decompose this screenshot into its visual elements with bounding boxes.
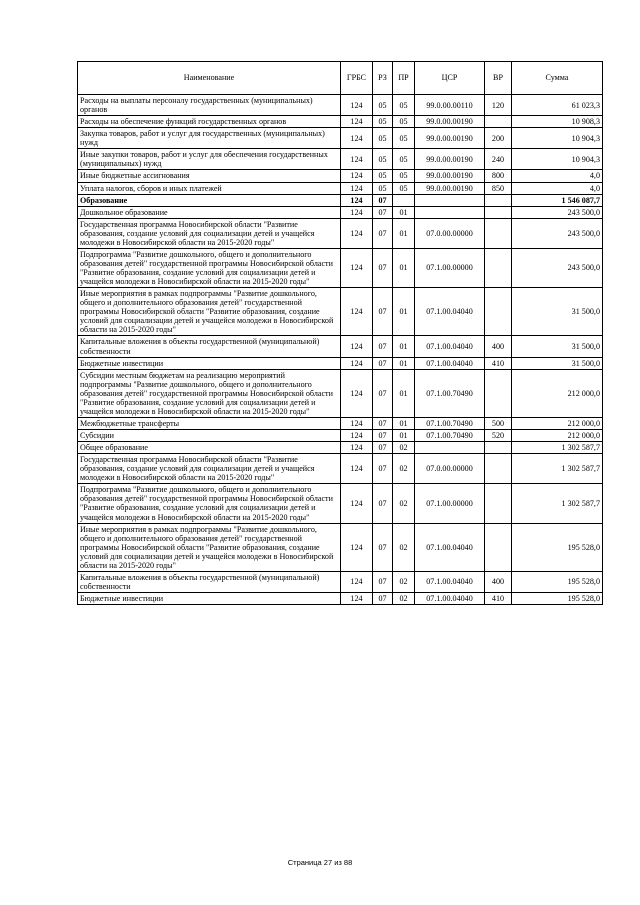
cell-grbs: 124 (341, 430, 373, 442)
cell-csr: 07.1.00.00000 (415, 484, 485, 523)
cell-sum: 10 904,3 (512, 128, 603, 149)
table-row (78, 442, 603, 454)
cell-pr: 05 (393, 170, 415, 182)
cell-name: Общее образование (78, 442, 341, 454)
cell-name: Капитальные вложения в объекты государственной (муниципальной) собственности (78, 336, 341, 357)
cell-csr (415, 206, 485, 218)
table-row (78, 369, 603, 417)
cell-csr: 07.1.00.04040 (415, 288, 485, 336)
budget-table (77, 61, 603, 605)
cell-vr: 200 (485, 128, 512, 149)
cell-rz: 07 (373, 454, 393, 484)
cell-grbs: 124 (341, 116, 373, 128)
cell-rz: 07 (373, 357, 393, 369)
table-row (78, 128, 603, 149)
cell-rz: 07 (373, 571, 393, 592)
cell-grbs: 124 (341, 128, 373, 149)
cell-pr: 01 (393, 357, 415, 369)
cell-grbs: 124 (341, 336, 373, 357)
cell-csr: 07.1.00.04040 (415, 523, 485, 571)
table-row (78, 206, 603, 218)
cell-grbs: 124 (341, 484, 373, 523)
cell-rz: 05 (373, 116, 393, 128)
cell-pr: 02 (393, 484, 415, 523)
cell-csr (415, 194, 485, 206)
cell-vr: 400 (485, 571, 512, 592)
cell-vr: 800 (485, 170, 512, 182)
cell-sum: 243 500,0 (512, 206, 603, 218)
cell-sum: 4,0 (512, 170, 603, 182)
cell-vr (485, 194, 512, 206)
cell-grbs: 124 (341, 593, 373, 605)
cell-vr (485, 523, 512, 571)
table-row (78, 116, 603, 128)
cell-pr: 05 (393, 128, 415, 149)
cell-csr: 07.1.00.04040 (415, 357, 485, 369)
cell-pr: 02 (393, 593, 415, 605)
cell-vr (485, 442, 512, 454)
cell-name: Государственная программа Новосибирской области "Развитие образования, создание условий для социализации детей и учащейся молодежи в Новосибирской области на 2015-2020 годы" (78, 218, 341, 248)
cell-name: Расходы на выплаты персоналу государственных (муниципальных) органов (78, 95, 341, 116)
cell-csr: 07.0.00.00000 (415, 218, 485, 248)
header-name: Наименование (78, 62, 341, 95)
cell-vr: 410 (485, 357, 512, 369)
cell-pr: 01 (393, 206, 415, 218)
cell-name: Иные бюджетные ассигнования (78, 170, 341, 182)
cell-vr: 410 (485, 593, 512, 605)
cell-sum: 1 302 587,7 (512, 454, 603, 484)
cell-sum: 1 302 587,7 (512, 442, 603, 454)
cell-vr (485, 116, 512, 128)
cell-csr: 07.1.00.04040 (415, 571, 485, 592)
table-row (78, 95, 603, 116)
cell-grbs: 124 (341, 182, 373, 194)
header-csr: ЦСР (415, 62, 485, 95)
cell-sum: 61 023,3 (512, 95, 603, 116)
table-row (78, 571, 603, 592)
cell-grbs: 124 (341, 417, 373, 429)
cell-rz: 07 (373, 484, 393, 523)
cell-pr: 01 (393, 248, 415, 287)
table-row (78, 430, 603, 442)
cell-csr: 07.1.00.04040 (415, 593, 485, 605)
cell-vr: 120 (485, 95, 512, 116)
cell-name: Бюджетные инвестиции (78, 593, 341, 605)
cell-pr: 02 (393, 442, 415, 454)
cell-grbs: 124 (341, 248, 373, 287)
cell-csr: 07.1.00.04040 (415, 336, 485, 357)
cell-pr: 02 (393, 523, 415, 571)
cell-rz: 07 (373, 442, 393, 454)
table-row (78, 288, 603, 336)
document-page (77, 61, 602, 605)
cell-rz: 07 (373, 369, 393, 417)
cell-rz: 07 (373, 523, 393, 571)
cell-vr: 400 (485, 336, 512, 357)
cell-name: Уплата налогов, сборов и иных платежей (78, 182, 341, 194)
cell-name: Подпрограмма "Развитие дошкольного, общего и дополнительного образования детей" государственной программы Новосибирской области "Развитие образования, создание условий для социализации детей и учащейся молодежи в Новосибирской области на 2015-2020 годы" (78, 248, 341, 287)
cell-name: Расходы на обеспечение функций государственных органов (78, 116, 341, 128)
cell-rz: 07 (373, 206, 393, 218)
cell-rz: 07 (373, 417, 393, 429)
cell-csr: 07.1.00.00000 (415, 248, 485, 287)
header-rz: РЗ (373, 62, 393, 95)
header-grbs: ГРБС (341, 62, 373, 95)
table-row (78, 194, 603, 206)
cell-vr: 500 (485, 417, 512, 429)
cell-rz: 05 (373, 149, 393, 170)
cell-sum: 212 000,0 (512, 430, 603, 442)
cell-pr: 02 (393, 454, 415, 484)
cell-rz: 07 (373, 336, 393, 357)
table-row (78, 417, 603, 429)
header-pr: ПР (393, 62, 415, 95)
cell-rz: 07 (373, 430, 393, 442)
table-body (78, 95, 603, 605)
cell-csr: 07.0.00.00000 (415, 454, 485, 484)
cell-sum: 1 302 587,7 (512, 484, 603, 523)
cell-csr: 99.0.00.00190 (415, 182, 485, 194)
cell-vr: 240 (485, 149, 512, 170)
cell-grbs: 124 (341, 369, 373, 417)
cell-vr (485, 288, 512, 336)
cell-grbs: 124 (341, 357, 373, 369)
cell-pr: 01 (393, 430, 415, 442)
cell-grbs: 124 (341, 170, 373, 182)
cell-sum: 212 000,0 (512, 369, 603, 417)
header-sum: Сумма (512, 62, 603, 95)
table-row (78, 357, 603, 369)
cell-grbs: 124 (341, 95, 373, 116)
cell-grbs: 124 (341, 149, 373, 170)
cell-pr: 05 (393, 149, 415, 170)
cell-csr: 07.1.00.70490 (415, 417, 485, 429)
cell-csr: 99.0.00.00190 (415, 149, 485, 170)
cell-vr: 520 (485, 430, 512, 442)
cell-name: Государственная программа Новосибирской области "Развитие образования, создание условий для социализации детей и учащейся молодежи в Новосибирской области на 2015-2020 годы" (78, 454, 341, 484)
cell-sum: 10 904,3 (512, 149, 603, 170)
cell-sum: 195 528,0 (512, 593, 603, 605)
cell-pr: 05 (393, 116, 415, 128)
cell-sum: 4,0 (512, 182, 603, 194)
cell-grbs: 124 (341, 442, 373, 454)
cell-sum: 1 546 087,7 (512, 194, 603, 206)
cell-rz: 07 (373, 288, 393, 336)
cell-csr: 99.0.00.00190 (415, 170, 485, 182)
cell-pr: 01 (393, 288, 415, 336)
cell-name: Бюджетные инвестиции (78, 357, 341, 369)
cell-pr: 05 (393, 95, 415, 116)
cell-pr (393, 194, 415, 206)
cell-rz: 07 (373, 194, 393, 206)
cell-pr: 01 (393, 417, 415, 429)
cell-rz: 05 (373, 170, 393, 182)
cell-name: Закупка товаров, работ и услуг для государственных (муниципальных) нужд (78, 128, 341, 149)
cell-sum: 243 500,0 (512, 248, 603, 287)
table-row (78, 218, 603, 248)
cell-rz: 07 (373, 218, 393, 248)
table-row (78, 248, 603, 287)
cell-grbs: 124 (341, 206, 373, 218)
cell-name: Иные мероприятия в рамках подпрограммы "Развитие дошкольного, общего и дополнительного образования детей" государственной программы Новосибирской области "Развитие образования, создание условий для социализации детей и учащейся молодежи в Новосибирской области на 2015-2020 годы" (78, 523, 341, 571)
cell-vr (485, 248, 512, 287)
cell-vr (485, 369, 512, 417)
cell-sum: 243 500,0 (512, 218, 603, 248)
cell-vr (485, 206, 512, 218)
cell-vr (485, 218, 512, 248)
cell-vr (485, 484, 512, 523)
cell-grbs: 124 (341, 218, 373, 248)
cell-grbs: 124 (341, 523, 373, 571)
cell-pr: 02 (393, 571, 415, 592)
cell-csr: 07.1.00.70490 (415, 430, 485, 442)
cell-name: Иные мероприятия в рамках подпрограммы "Развитие дошкольного, общего и дополнительного образования детей" государственной программы Новосибирской области "Развитие образования, создание условий для социализации детей и учащейся молодежи в Новосибирской области на 2015-2020 годы" (78, 288, 341, 336)
cell-vr: 850 (485, 182, 512, 194)
cell-name: Образование (78, 194, 341, 206)
cell-csr: 99.0.00.00110 (415, 95, 485, 116)
cell-csr: 99.0.00.00190 (415, 116, 485, 128)
table-row (78, 593, 603, 605)
table-row (78, 484, 603, 523)
cell-sum: 195 528,0 (512, 571, 603, 592)
cell-rz: 07 (373, 593, 393, 605)
cell-rz: 05 (373, 95, 393, 116)
cell-sum: 10 908,3 (512, 116, 603, 128)
table-row (78, 336, 603, 357)
table-row (78, 170, 603, 182)
cell-grbs: 124 (341, 288, 373, 336)
cell-sum: 195 528,0 (512, 523, 603, 571)
cell-sum: 31 500,0 (512, 357, 603, 369)
cell-rz: 07 (373, 248, 393, 287)
cell-sum: 212 000,0 (512, 417, 603, 429)
cell-name: Капитальные вложения в объекты государственной (муниципальной) собственности (78, 571, 341, 592)
cell-grbs: 124 (341, 571, 373, 592)
cell-vr (485, 454, 512, 484)
cell-name: Иные закупки товаров, работ и услуг для обеспечения государственных (муниципальных) нужд (78, 149, 341, 170)
cell-sum: 31 500,0 (512, 336, 603, 357)
cell-pr: 01 (393, 369, 415, 417)
cell-name: Межбюджетные трансферты (78, 417, 341, 429)
header-vr: ВР (485, 62, 512, 95)
page-footer: Страница 27 из 88 (287, 858, 353, 867)
table-row (78, 182, 603, 194)
cell-name: Подпрограмма "Развитие дошкольного, общего и дополнительного образования детей" государственной программы Новосибирской области "Развитие образования, создание условий для социализации детей и учащейся молодежи в Новосибирской области на 2015-2020 годы" (78, 484, 341, 523)
cell-name: Субсидии (78, 430, 341, 442)
cell-rz: 05 (373, 182, 393, 194)
cell-name: Дошкольное образование (78, 206, 341, 218)
cell-csr (415, 442, 485, 454)
table-row (78, 523, 603, 571)
table-row (78, 149, 603, 170)
cell-name: Субсидии местным бюджетам на реализацию мероприятий подпрограммы "Развитие дошкольного, общего и дополнительного образования детей" государственной программы Новосибирской области "Развитие образования, создание условий для социализации детей и учащейся молодежи в Новосибирской области на 2015-2020 годы" (78, 369, 341, 417)
cell-pr: 01 (393, 218, 415, 248)
cell-grbs: 124 (341, 454, 373, 484)
table-row (78, 454, 603, 484)
cell-pr: 01 (393, 336, 415, 357)
cell-rz: 05 (373, 128, 393, 149)
cell-csr: 07.1.00.70490 (415, 369, 485, 417)
cell-pr: 05 (393, 182, 415, 194)
cell-grbs: 124 (341, 194, 373, 206)
cell-sum: 31 500,0 (512, 288, 603, 336)
table-header-row (78, 62, 603, 95)
cell-csr: 99.0.00.00190 (415, 128, 485, 149)
